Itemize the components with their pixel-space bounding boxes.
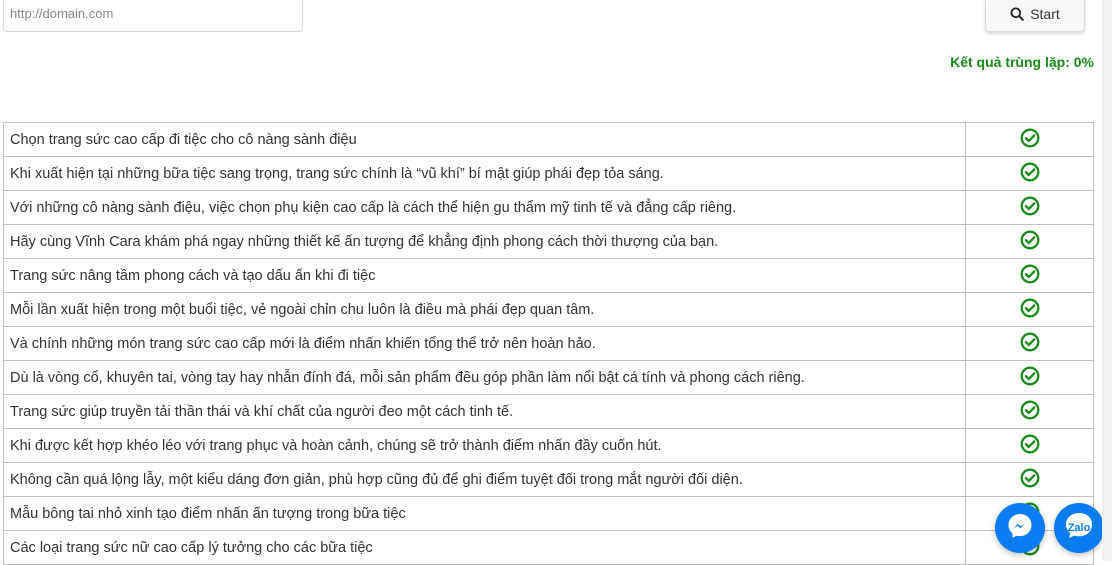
status-cell xyxy=(966,463,1094,497)
sentence-cell: Chọn trang sức cao cấp đi tiệc cho cô nàng sành điệu xyxy=(4,123,966,157)
table-row xyxy=(4,191,1094,225)
sentence-cell: Mẫu bông tai nhỏ xinh tạo điểm nhấn ấn tượng trong bữa tiệc xyxy=(4,497,966,531)
table-row xyxy=(4,497,1094,531)
check-circle-icon xyxy=(1020,298,1040,322)
results-table-body xyxy=(4,123,1094,565)
sentence-cell: Không cần quá lộng lẫy, một kiểu dáng đơn giản, phù hợp cũng đủ để ghi điểm tuyệt đối trong mắt người đối diện. xyxy=(4,463,966,497)
status-cell xyxy=(966,395,1094,429)
check-circle-icon xyxy=(1020,128,1040,152)
check-circle-icon xyxy=(1020,434,1040,458)
status-cell xyxy=(966,225,1094,259)
check-circle-icon xyxy=(1020,332,1040,356)
sentence-cell: Với những cô nàng sành điệu, việc chọn phụ kiện cao cấp là cách thể hiện gu thẩm mỹ tinh tế và đẳng cấp riêng. xyxy=(4,191,966,225)
zalo-button[interactable] xyxy=(1054,503,1104,553)
status-cell xyxy=(966,259,1094,293)
start-button[interactable] xyxy=(985,0,1085,32)
status-cell xyxy=(966,361,1094,395)
url-input[interactable] xyxy=(3,0,303,32)
check-circle-icon xyxy=(1020,196,1040,220)
sentence-cell: Các loại trang sức nữ cao cấp lý tưởng cho các bữa tiệc xyxy=(4,531,966,565)
sentence-cell: Khi xuất hiện tại những bữa tiệc sang trọng, trang sức chính là “vũ khí” bí mật giúp phái đẹp tỏa sáng. xyxy=(4,157,966,191)
check-circle-icon xyxy=(1020,366,1040,390)
table-row xyxy=(4,531,1094,565)
check-circle-icon xyxy=(1020,230,1040,254)
zalo-label: Zalo xyxy=(1067,522,1091,534)
sentence-cell: Trang sức nâng tầm phong cách và tạo dấu ấn khi đi tiệc xyxy=(4,259,966,293)
messenger-icon xyxy=(1006,512,1034,545)
table-row xyxy=(4,259,1094,293)
sentence-cell: Hãy cùng Vĩnh Cara khám phá ngay những thiết kế ấn tượng để khẳng định phong cách thời thượng của bạn. xyxy=(4,225,966,259)
status-cell xyxy=(966,123,1094,157)
status-cell xyxy=(966,327,1094,361)
table-row xyxy=(4,463,1094,497)
table-row xyxy=(4,395,1094,429)
table-row xyxy=(4,361,1094,395)
check-circle-icon xyxy=(1020,264,1040,288)
check-circle-icon xyxy=(1020,468,1040,492)
status-cell xyxy=(966,157,1094,191)
start-button-label: Start xyxy=(1030,6,1060,22)
messenger-button[interactable] xyxy=(995,503,1045,553)
status-cell xyxy=(966,293,1094,327)
duplicate-result: Kết quả trùng lặp: 0% xyxy=(950,54,1094,70)
scrollbar[interactable] xyxy=(1102,0,1112,561)
table-row xyxy=(4,429,1094,463)
sentence-cell: Khi được kết hợp khéo léo với trang phục và hoàn cảnh, chúng sẽ trở thành điểm nhấn đầy cuốn hút. xyxy=(4,429,966,463)
sentence-cell: Trang sức giúp truyền tải thần thái và khí chất của người đeo một cách tinh tế. xyxy=(4,395,966,429)
table-row xyxy=(4,157,1094,191)
check-circle-icon xyxy=(1020,162,1040,186)
sentence-cell: Dù là vòng cổ, khuyên tai, vòng tay hay nhẫn đính đá, mỗi sản phẩm đều góp phần làm nổi bật cá tính và phong cách riêng. xyxy=(4,361,966,395)
sentence-cell: Mỗi lần xuất hiện trong một buổi tiệc, vẻ ngoài chỉn chu luôn là điều mà phái đẹp quan tâm. xyxy=(4,293,966,327)
table-row xyxy=(4,123,1094,157)
status-cell xyxy=(966,191,1094,225)
table-row xyxy=(4,225,1094,259)
sentence-cell: Và chính những món trang sức cao cấp mới là điểm nhấn khiến tổng thể trở nên hoàn hảo. xyxy=(4,327,966,361)
table-row xyxy=(4,293,1094,327)
results-table xyxy=(3,122,1094,565)
table-row xyxy=(4,327,1094,361)
status-cell xyxy=(966,429,1094,463)
check-circle-icon xyxy=(1020,400,1040,424)
search-icon xyxy=(1010,7,1024,21)
